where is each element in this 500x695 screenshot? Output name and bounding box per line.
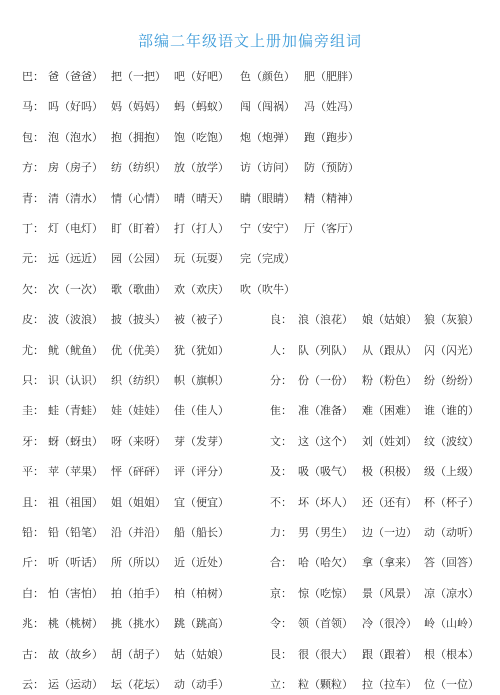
- word-entry: 睛（眼睛）: [240, 191, 295, 205]
- word-entry: 近（近处）: [174, 556, 229, 570]
- word-entry: 完（完成）: [240, 252, 295, 266]
- radical-label: 文：: [270, 434, 292, 448]
- word-entry: 识（认识）: [48, 374, 103, 387]
- word-entry: 运（运动）: [48, 678, 103, 691]
- list-item: [0, 67, 500, 87]
- word-entry: 防（预防）: [304, 161, 359, 175]
- radical-label: 古：: [22, 647, 44, 661]
- word-entry: 闪（闪光）: [424, 343, 479, 357]
- word-entry: 园（公园）: [111, 252, 166, 266]
- list-item: [0, 97, 500, 117]
- radical-label: 人：: [270, 343, 292, 357]
- radical-label: 令：: [270, 617, 292, 631]
- word-entry: 所（所以）: [111, 556, 166, 570]
- word-entry: 娃（娃娃）: [111, 404, 166, 418]
- radical-label: 马：: [22, 100, 44, 114]
- word-entry: 船（船长）: [174, 526, 229, 539]
- word-entry: 队（列队）: [298, 343, 353, 357]
- radical-label: 包：: [22, 130, 44, 144]
- word-entry: 娘（姑娘）: [362, 313, 417, 327]
- radical-label: 兆：: [22, 617, 44, 631]
- word-entry: 评（评分）: [174, 465, 229, 479]
- word-entry: 动（动听）: [424, 526, 479, 539]
- radical-label: 力：: [270, 526, 292, 539]
- radical-label: 牙：: [22, 434, 44, 448]
- word-entry: 故（故乡）: [48, 647, 103, 661]
- word-entry: 从（跟从）: [362, 343, 417, 357]
- list-item: [0, 219, 500, 239]
- radical-label: 合：: [270, 556, 292, 570]
- radical-label: 隹：: [270, 404, 292, 418]
- word-entry: 惊（吃惊）: [298, 586, 353, 600]
- list-item: [0, 432, 500, 452]
- word-entry: 佳（佳人）: [174, 404, 229, 418]
- word-entry: 听（听话）: [48, 556, 103, 570]
- word-entry: 拉（拉车）: [362, 678, 417, 691]
- radical-label: 元：: [22, 252, 44, 266]
- radical-label: 云：: [22, 678, 44, 691]
- word-entry: 呀（来呀）: [111, 434, 166, 448]
- word-entry: 跑（跑步）: [304, 130, 359, 144]
- word-entry: 打（打人）: [174, 222, 229, 235]
- word-entry: 纷（纷纷）: [424, 374, 479, 387]
- radical-label: 皮：: [22, 313, 44, 327]
- word-entry: 犹（犹如）: [174, 343, 229, 357]
- list-item: [0, 675, 500, 695]
- word-entry: 精（精神）: [304, 191, 359, 205]
- word-entry: 怕（害怕）: [48, 586, 103, 600]
- word-entry: 谁（谁的）: [424, 404, 479, 418]
- word-entry: 凉（凉水）: [424, 586, 479, 600]
- word-entry: 泡（泡水）: [48, 130, 103, 144]
- word-entry: 坛（花坛）: [111, 678, 166, 691]
- list-item: [0, 462, 500, 482]
- word-entry: 还（还有）: [362, 495, 417, 509]
- word-entry: 吸（吸气）: [298, 465, 353, 479]
- word-entry: 芽（发芽）: [174, 434, 229, 448]
- page-title: 部编二年级语文上册加偏旁组词: [137, 32, 362, 50]
- radical-label: 圭：: [22, 404, 44, 418]
- word-entry: 清（清水）: [48, 191, 103, 205]
- list-item: [0, 553, 500, 573]
- word-entry: 玩（玩耍）: [174, 252, 229, 266]
- word-entry: 领（首领）: [298, 617, 353, 631]
- radical-label: 尤：: [22, 343, 44, 357]
- list-item: [0, 645, 500, 665]
- list-item: [0, 371, 500, 391]
- word-entry: 祖（祖国）: [48, 495, 103, 509]
- list-item: [0, 614, 500, 634]
- radical-label: 青：: [22, 191, 44, 205]
- word-entry: 柏（柏树）: [174, 586, 229, 600]
- word-entry: 闯（闯祸）: [240, 100, 295, 114]
- word-entry: 很（很大）: [298, 647, 353, 661]
- word-entry: 纺（纺织）: [111, 161, 166, 175]
- radical-label: 艮：: [270, 647, 292, 661]
- radical-label: 巴：: [22, 70, 44, 83]
- word-entry: 披（披头）: [111, 313, 166, 327]
- radical-label: 不：: [270, 495, 292, 509]
- radical-label: 平：: [22, 465, 44, 479]
- word-entry: 帜（旗帜）: [174, 374, 229, 387]
- word-entry: 份（一份）: [298, 374, 353, 387]
- word-entry: 跳（跳高）: [174, 617, 229, 631]
- word-entry: 拍（拍手）: [111, 586, 166, 600]
- radical-label: 白：: [22, 586, 44, 600]
- radical-label: 且：: [22, 495, 44, 509]
- list-item: [0, 341, 500, 361]
- word-entry: 铅（铅笔）: [48, 526, 103, 539]
- word-entry: 吧（好吧）: [174, 70, 229, 83]
- word-entry: 把（一把）: [111, 70, 166, 83]
- word-entry: 吹（吹牛）: [240, 282, 295, 296]
- list-item: [0, 158, 500, 178]
- radical-label: 只：: [22, 374, 44, 387]
- word-entry: 远（远近）: [48, 252, 103, 266]
- word-entry: 冷（很冷）: [362, 617, 417, 631]
- radical-label: 分：: [270, 374, 292, 387]
- word-entry: 爸（爸爸）: [48, 70, 103, 83]
- word-entry: 粒（颗粒）: [298, 678, 353, 691]
- word-entry: 房（房子）: [48, 161, 103, 175]
- word-entry: 跟（跟着）: [362, 647, 417, 661]
- radical-label: 铅：: [22, 526, 44, 539]
- word-entry: 情（心情）: [111, 191, 166, 205]
- word-entry: 动（动手）: [174, 678, 229, 691]
- word-entry: 肥（肥胖）: [304, 70, 359, 83]
- word-entry: 抱（拥抱）: [111, 130, 166, 144]
- list-item: [0, 584, 500, 604]
- word-entry: 级（上级）: [424, 465, 479, 479]
- word-entry: 男（男生）: [298, 526, 353, 539]
- word-entry: 坏（坏人）: [298, 495, 353, 509]
- word-entry: 厅（客厅）: [304, 222, 359, 235]
- radical-label: 斤：: [22, 556, 44, 570]
- word-entry: 挑（挑水）: [111, 617, 166, 631]
- list-item: [0, 249, 500, 269]
- word-entry: 苹（苹果）: [48, 465, 103, 479]
- word-entry: 被（被子）: [174, 313, 229, 327]
- word-entry: 晴（晴天）: [174, 191, 229, 205]
- word-entry: 织（纺织）: [111, 374, 166, 387]
- word-entry: 姐（姐姐）: [111, 495, 166, 509]
- word-entry: 景（风景）: [362, 586, 417, 600]
- list-item: [0, 401, 500, 421]
- word-entry: 炮（炮弹）: [240, 130, 295, 144]
- word-entry: 边（一边）: [362, 526, 417, 539]
- list-item: [0, 493, 500, 513]
- word-entry: 歌（歌曲）: [111, 282, 166, 296]
- word-entry: 宁（安宁）: [240, 222, 295, 235]
- word-entry: 蛙（青蛙）: [48, 404, 103, 418]
- word-entry: 盯（盯着）: [111, 222, 166, 235]
- word-entry: 杯（杯子）: [424, 495, 479, 509]
- word-entry: 岭（山岭）: [424, 617, 479, 631]
- word-entry: 怦（砰砰）: [111, 465, 166, 479]
- word-entry: 粉（粉色）: [362, 374, 417, 387]
- word-entry: 沿（并沿）: [111, 526, 166, 539]
- word-entry: 极（积极）: [362, 465, 417, 479]
- radical-label: 欠：: [22, 282, 44, 296]
- word-entry: 拿（拿来）: [362, 556, 417, 570]
- word-entry: 胡（胡子）: [111, 647, 166, 661]
- radical-label: 良：: [270, 313, 292, 327]
- word-entry: 狼（灰狼）: [424, 313, 479, 327]
- word-entry: 欢（欢庆）: [174, 282, 229, 296]
- word-entry: 波（波浪）: [48, 313, 103, 327]
- radical-label: 立：: [270, 678, 292, 691]
- word-entry: 宜（便宜）: [174, 495, 229, 509]
- list-item: [0, 128, 500, 148]
- word-entry: 优（优美）: [111, 343, 166, 357]
- word-entry: 准（准备）: [298, 404, 353, 418]
- word-entry: 这（这个）: [298, 434, 353, 448]
- word-entry: 灯（电灯）: [48, 222, 103, 235]
- word-entry: 访（访问）: [240, 161, 295, 175]
- word-entry: 刘（姓刘）: [362, 434, 417, 448]
- radical-label: 方：: [22, 161, 44, 175]
- word-entry: 冯（姓冯）: [304, 100, 359, 114]
- word-entry: 妈（妈妈）: [111, 100, 166, 114]
- word-entry: 根（根本）: [424, 647, 479, 661]
- list-item: [0, 280, 500, 300]
- radical-label: 及：: [270, 465, 292, 479]
- radical-label: 京：: [270, 586, 292, 600]
- word-entry: 饱（吃饱）: [174, 130, 229, 144]
- list-item: [0, 189, 500, 209]
- word-entry: 姑（姑娘）: [174, 647, 229, 661]
- list-item: [0, 523, 500, 543]
- word-entry: 哈（哈欠）: [298, 556, 353, 570]
- list-item: [0, 310, 500, 330]
- word-entry: 答（回答）: [424, 556, 479, 570]
- word-entry: 纹（波纹）: [424, 434, 479, 448]
- word-entry: 桃（桃树）: [48, 617, 103, 631]
- word-entry: 难（困难）: [362, 404, 417, 418]
- word-entry: 放（放学）: [174, 161, 229, 175]
- word-entry: 浪（浪花）: [298, 313, 353, 327]
- word-entry: 蚂（蚂蚁）: [174, 100, 229, 114]
- word-entry: 位（一位）: [424, 678, 479, 691]
- word-entry: 次（一次）: [48, 282, 103, 296]
- word-entry: 蚜（蚜虫）: [48, 434, 103, 448]
- word-entry: 鱿（鱿鱼）: [48, 343, 103, 357]
- radical-label: 丁：: [22, 222, 44, 235]
- word-entry: 吗（好吗）: [48, 100, 103, 114]
- word-entry: 色（颜色）: [240, 70, 295, 83]
